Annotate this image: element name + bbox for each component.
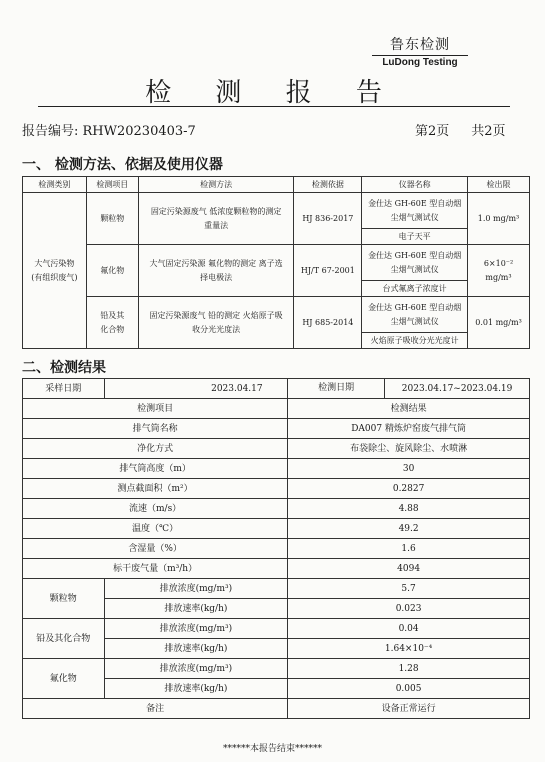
col-header: 检测依据: [294, 177, 362, 193]
rate-value: 0.005: [288, 679, 530, 699]
pollutant-name: 氟化物: [23, 659, 105, 699]
brand-name-cn: 鲁东检测: [390, 37, 450, 53]
limit-cell: 6×10⁻² mg/m³: [468, 245, 530, 297]
methods-table: [22, 176, 530, 349]
item-cell: 氟化物: [86, 245, 138, 297]
category-cell: 大气污染物 (有组织废气): [23, 193, 87, 349]
method-cell: 固定污染源废气 铅的测定 火焰原子吸收分光光度法: [138, 297, 294, 349]
basis-cell: HJ/T 67-2001: [294, 245, 362, 297]
col-header: 仪器名称: [362, 177, 468, 193]
col-header: 检出限: [468, 177, 530, 193]
row-value: 布袋除尘、旋风除尘、水喷淋: [288, 439, 530, 459]
pollutant-row: [23, 619, 530, 639]
brand-name-en: LuDong Testing: [372, 55, 468, 68]
result-row: [23, 519, 530, 539]
method-cell: 固定污染源废气 低浓度颗粒物的测定 重量法: [138, 193, 294, 245]
col-header: 检测类别: [23, 177, 87, 193]
conc-label: 排放浓度(mg/m³): [104, 579, 288, 599]
conc-value: 1.28: [288, 659, 530, 679]
pollutant-name: 铅及其化合物: [23, 619, 105, 659]
row-value: 4094: [288, 559, 530, 579]
sample-date-label: 采样日期: [23, 379, 105, 399]
page-current: 第2页: [415, 124, 450, 139]
conc-value: 0.04: [288, 619, 530, 639]
methods-row: [23, 245, 530, 281]
rate-label: 排放速率(kg/h): [104, 599, 288, 619]
conc-label: 排放浓度(mg/m³): [104, 619, 288, 639]
section1-heading: 一、 检测方法、依据及使用仪器: [22, 157, 223, 173]
page-total: 共2页: [471, 124, 506, 139]
item-cell: 铅及其化合物: [86, 297, 138, 349]
row-label: 排气筒名称: [23, 419, 288, 439]
row-label: 标干废气量（m³/h）: [23, 559, 288, 579]
section2-heading: 二、检测结果: [22, 360, 106, 376]
result-row: [23, 559, 530, 579]
result-row: [23, 499, 530, 519]
limit-cell: 1.0 mg/m³: [468, 193, 530, 245]
item-cell: 颗粒物: [86, 193, 138, 245]
col-header: 检测项目: [86, 177, 138, 193]
result-header: 检测结果: [288, 399, 530, 419]
row-value: 0.2827: [288, 479, 530, 499]
row-value: 4.88: [288, 499, 530, 519]
instrument-cell: 台式氟离子浓度计: [362, 281, 468, 297]
title-divider: [38, 106, 510, 107]
test-date-label: 检测日期: [288, 379, 385, 398]
row-label: 流速（m/s）: [23, 499, 288, 519]
dates-row: [23, 379, 530, 399]
result-row: [23, 479, 530, 499]
conc-value: 5.7: [288, 579, 530, 599]
row-label: 净化方式: [23, 439, 288, 459]
instrument-cell: 火焰原子吸收分光光度计: [362, 333, 468, 349]
test-date-cell: [288, 379, 530, 399]
results-table: [22, 378, 530, 719]
row-label: 排气筒高度（m）: [23, 459, 288, 479]
item-header: 检测项目: [23, 399, 288, 419]
page-indicator: [415, 120, 506, 139]
rate-value: 0.023: [288, 599, 530, 619]
limit-cell: 0.01 mg/m³: [468, 297, 530, 349]
row-value: 49.2: [288, 519, 530, 539]
conc-label: 排放浓度(mg/m³): [104, 659, 288, 679]
result-row: [23, 539, 530, 559]
method-cell: 大气固定污染源 氟化物的测定 离子选择电极法: [138, 245, 294, 297]
report-number: 报告编号: RHW20230403-7: [22, 124, 196, 139]
row-value: 1.6: [288, 539, 530, 559]
instrument-cell: 金仕达 GH-60E 型自动烟尘烟气测试仪: [362, 193, 468, 229]
test-date: 2023.04.17~2023.04.19: [401, 383, 513, 394]
methods-header-row: [23, 177, 530, 193]
results-header-row: [23, 399, 530, 419]
rate-value: 1.64×10⁻⁴: [288, 639, 530, 659]
col-header: 检测方法: [138, 177, 294, 193]
basis-cell: HJ 685-2014: [294, 297, 362, 349]
methods-row: [23, 193, 530, 229]
sample-date: 2023.04.17: [211, 383, 263, 394]
sample-date-value: [104, 379, 288, 399]
pollutant-row: [23, 579, 530, 599]
pollutant-row: [23, 659, 530, 679]
report-title: 检 测 报 告: [145, 78, 400, 108]
instrument-cell: 金仕达 GH-60E 型自动烟尘烟气测试仪: [362, 297, 468, 333]
result-row: [23, 459, 530, 479]
row-label: 温度（℃）: [23, 519, 288, 539]
rate-label: 排放速率(kg/h): [104, 639, 288, 659]
remark-value: 设备正常运行: [288, 699, 530, 719]
report-end-marker: ******本报告结束******: [222, 744, 322, 754]
basis-cell: HJ 836-2017: [294, 193, 362, 245]
remark-label: 备注: [23, 699, 288, 719]
row-value: DA007 精炼炉窑废气排气筒: [288, 419, 530, 439]
result-row: [23, 439, 530, 459]
brand-logo: [372, 34, 468, 68]
row-label: 含湿量（%）: [23, 539, 288, 559]
methods-row: [23, 297, 530, 333]
row-label: 测点截面积（m²）: [23, 479, 288, 499]
row-value: 30: [288, 459, 530, 479]
pollutant-name: 颗粒物: [23, 579, 105, 619]
instrument-cell: 金仕达 GH-60E 型自动烟尘烟气测试仪: [362, 245, 468, 281]
result-row: [23, 419, 530, 439]
remark-row: [23, 699, 530, 719]
instrument-cell: 电子天平: [362, 229, 468, 245]
rate-label: 排放速率(kg/h): [104, 679, 288, 699]
